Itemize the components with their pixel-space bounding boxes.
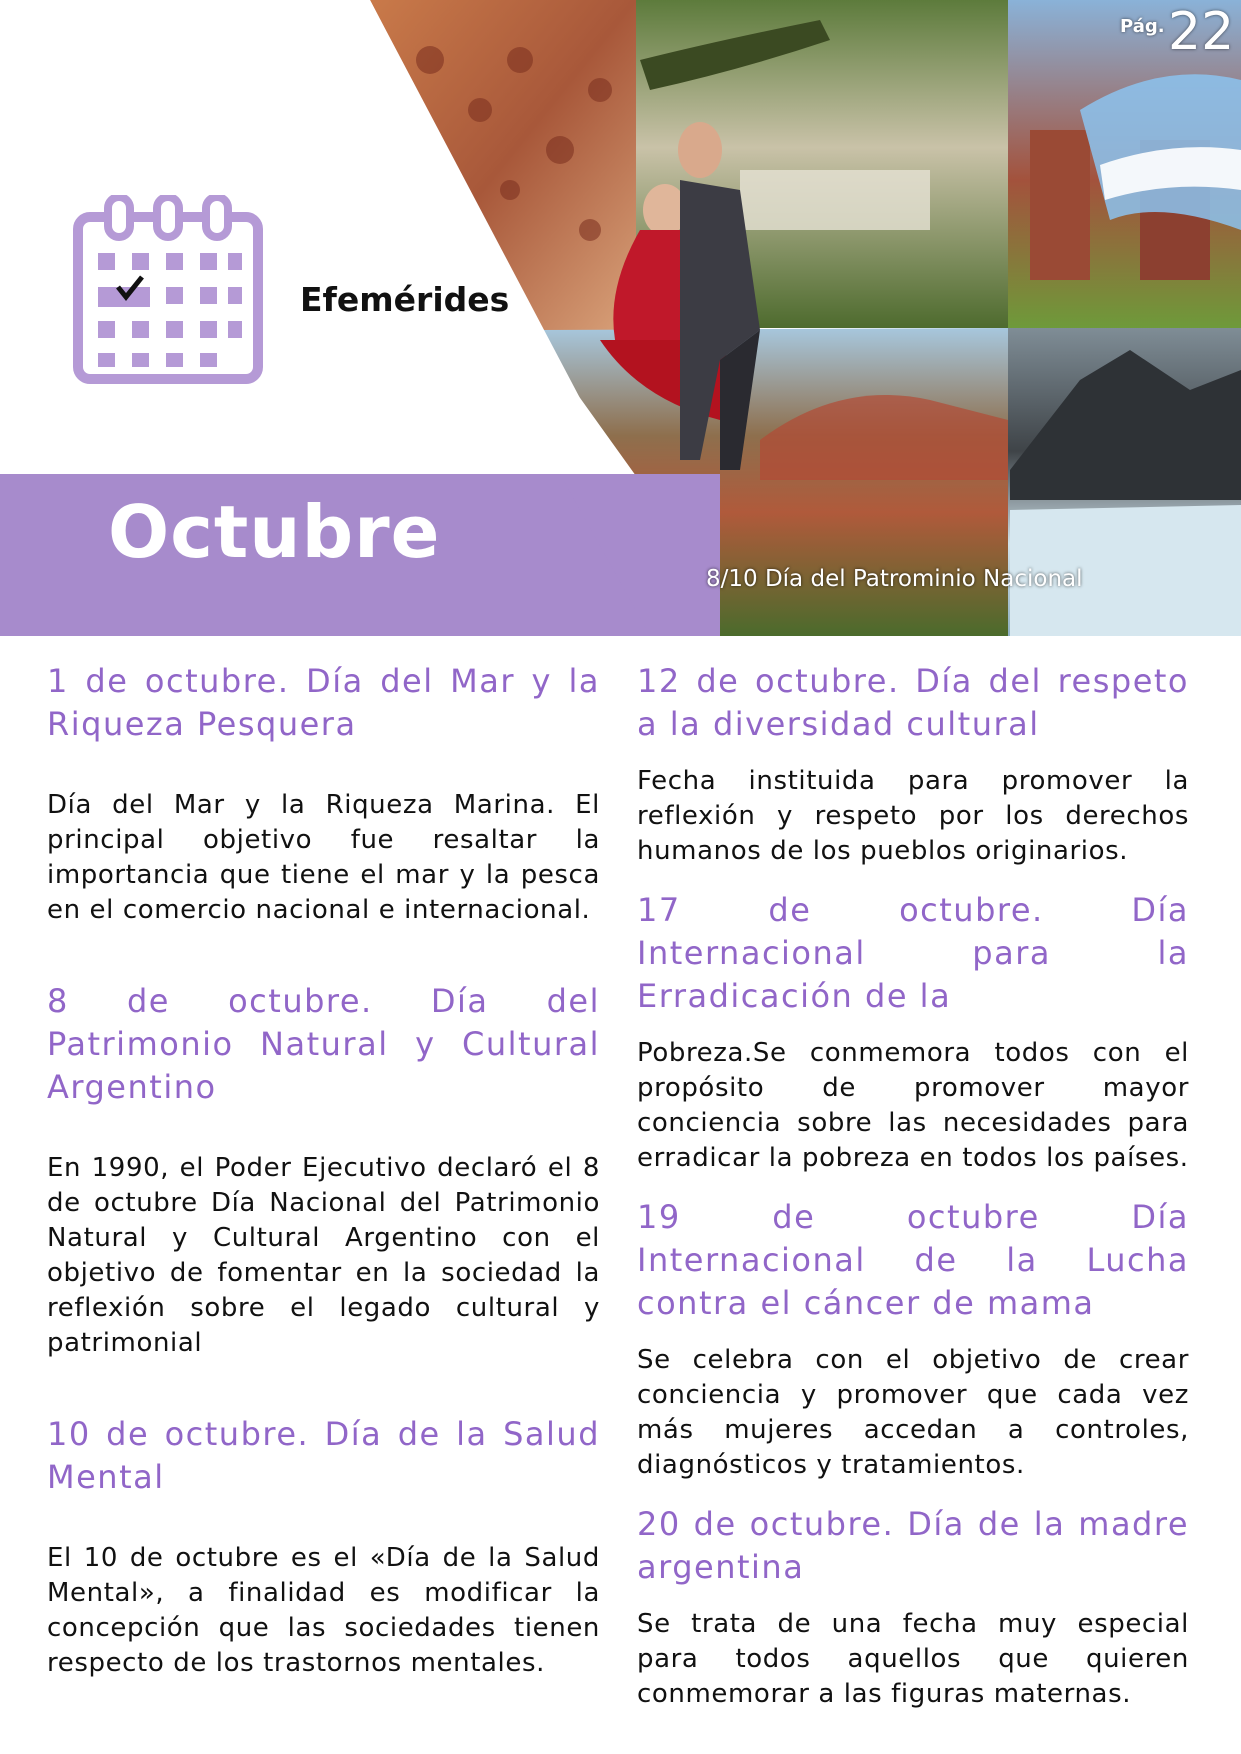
header	[0, 0, 1241, 636]
entry-title: 20 de octubre. Día de la madre argentina	[637, 1505, 1189, 1586]
right-column	[637, 660, 1189, 1732]
entry-title: 17 de octubre. Día Internacional para la Erradicación de la	[637, 891, 1189, 1015]
entry-text: En 1990, el Poder Ejecutivo declaró el 8 de octubre Día Nacional del Patrimonio Natural y Cultural Argentino con el objetivo de fomentar en la sociedad la reflexión sobre el legado cultural y patrimonial	[47, 1153, 600, 1358]
entry-title: 10 de octubre. Día de la Salud Mental	[47, 1415, 600, 1496]
entry	[47, 980, 600, 1361]
entry	[637, 1196, 1189, 1483]
page-number: 22	[1168, 2, 1235, 62]
page-label: Pág.	[1120, 16, 1165, 37]
section-label: Efemérides	[300, 280, 510, 319]
photo-caption: 8/10 Día del Patrominio Nacional	[706, 566, 1083, 592]
entry-text: Fecha instituida para promover la reflexión y respeto por los derechos humanos de los pueblos originarios.	[637, 766, 1189, 866]
entry-text: Se celebra con el objetivo de crear conciencia y promover que cada vez más mujeres accedan a controles, diagnósticos y tratamientos.	[637, 1345, 1189, 1480]
entry-text: Se trata de una fecha muy especial para todos aquellos que quieren conmemorar a las figuras maternas.	[637, 1609, 1189, 1709]
banner-diagonal	[560, 474, 740, 636]
entry-text: El 10 de octubre es el «Día de la Salud Mental», a finalidad es modificar la concepción que las sociedades tienen respecto de los trastornos mentales.	[47, 1543, 600, 1678]
calendar-icon	[72, 195, 264, 385]
entry	[47, 660, 600, 928]
left-column	[47, 660, 600, 1733]
entry	[637, 660, 1189, 869]
entry-title: 19 de octubre Día Internacional de la Lucha contra el cáncer de mama	[637, 1198, 1189, 1322]
entry-text: Día del Mar y la Riqueza Marina. El principal objetivo fue resaltar la importancia que tiene el mar y la pesca en el comercio nacional e internacional.	[47, 790, 600, 925]
entry-title: 12 de octubre. Día del respeto a la diversidad cultural	[637, 662, 1189, 743]
month-title: Octubre	[108, 490, 441, 574]
entry-title: 1 de octubre. Día del Mar y la Riqueza Pesquera	[47, 662, 600, 743]
entry-title: 8 de octubre. Día del Patrimonio Natural y Cultural Argentino	[47, 982, 600, 1106]
entry	[637, 1503, 1189, 1712]
entry-text: Pobreza.Se conmemora todos con el propósito de promover mayor conciencia sobre las necesidades para erradicar la pobreza en todos los países.	[637, 1038, 1189, 1173]
entry	[637, 889, 1189, 1176]
entry	[47, 1413, 600, 1681]
